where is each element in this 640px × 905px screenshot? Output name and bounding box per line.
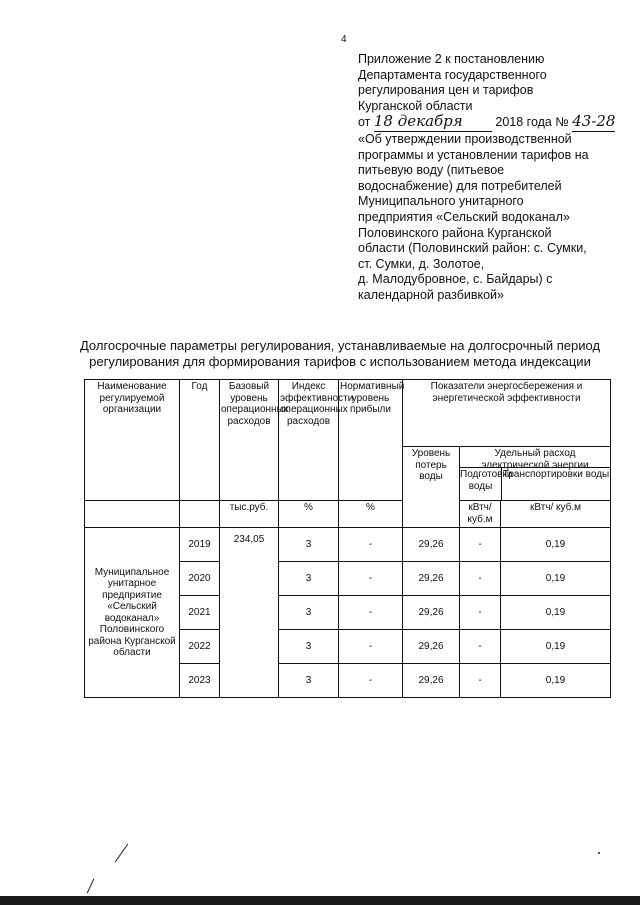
table-row (85, 528, 611, 562)
appendix-subject-line: ст. Сумки, д. Золотое, (358, 256, 485, 271)
appendix-subject-line: Половинского района Курганской (358, 225, 552, 240)
title-line-1: Долгосрочные параметры регулирования, устанавливаемые на долгосрочный период (79, 338, 601, 353)
transport-cell: 0,19 (501, 562, 611, 596)
date-field (374, 114, 492, 132)
unit-transport: кВтч/ куб.м (501, 501, 611, 528)
loss-cell: 29,26 (403, 630, 460, 664)
header-energy-indicators: Показатели энергосбережения и энергетической эффективности (403, 380, 611, 447)
header-efficiency-index: Индекс эффективности операционных расходов (279, 380, 339, 501)
loss-cell: 29,26 (403, 596, 460, 630)
unit-profit-level: % (339, 501, 403, 528)
header-water-transport: Транспортировки воды (502, 469, 610, 480)
prep-cell: - (460, 562, 501, 596)
document-title (70, 338, 610, 370)
header-specific-energy-subcols (460, 468, 610, 500)
prep-cell: - (460, 528, 501, 562)
appendix-date-line (358, 114, 633, 132)
appendix-subject-line: предприятия «Сельский водоканал» (358, 209, 570, 224)
appendix-line: Приложение 2 к постановлению (358, 52, 545, 66)
profit-cell: - (339, 528, 403, 562)
organization-cell: Муниципальное унитарное предприятие «Сельский водоканал» Половинского района Курганской области (85, 528, 180, 698)
unit-preparation: кВтч/ куб.м (460, 501, 501, 528)
header-org: Наименование регулируемой организации (85, 380, 180, 501)
appendix-subject-line: питьевую воду (питьевое (358, 163, 505, 178)
appendix-subject-line: «Об утверждении производственной (358, 131, 572, 146)
profit-cell: - (339, 664, 403, 698)
year-cell: 2023 (180, 664, 220, 698)
transport-cell: 0,19 (501, 664, 611, 698)
appendix-subject-line: Муниципального унитарного (358, 194, 524, 209)
number-field (572, 114, 615, 132)
unit-base-costs: тыс.руб. (220, 501, 279, 528)
pen-mark (87, 879, 95, 894)
appendix-subject-line: водоснабжение) для потребителей (358, 178, 562, 193)
profit-cell: - (339, 630, 403, 664)
header-base-costs: Базовый уровень операционных расходов (220, 380, 279, 501)
transport-cell: 0,19 (501, 630, 611, 664)
appendix-subject-line: области (Половинский район: с. Сумки, (358, 241, 587, 256)
header-profit-level: Нормативный уровень прибыли (339, 380, 403, 501)
header-specific-energy: Удельный расход электрической энергии (460, 447, 610, 468)
handwritten-number: 43-28 (572, 112, 616, 131)
index-cell: 3 (279, 596, 339, 630)
date-prefix: от (358, 115, 371, 130)
appendix-line: Курганской области (358, 98, 473, 113)
year-cell: 2022 (180, 630, 220, 664)
appendix-block (358, 52, 633, 304)
loss-cell: 29,26 (403, 664, 460, 698)
year-cell: 2020 (180, 562, 220, 596)
index-cell: 3 (279, 664, 339, 698)
scan-border (0, 896, 640, 905)
header-org-unit (85, 501, 180, 528)
header-year: Год (180, 380, 220, 501)
profit-cell: - (339, 562, 403, 596)
index-cell: 3 (279, 528, 339, 562)
transport-cell: 0,19 (501, 528, 611, 562)
header-specific-energy-cell (460, 447, 611, 501)
parameters-table (84, 379, 611, 698)
title-line-2: регулирования для формирования тарифов с использованием метода индексации (89, 354, 591, 369)
transport-cell: 0,19 (501, 596, 611, 630)
prep-cell: - (460, 664, 501, 698)
handwritten-date: 18 декабря (373, 112, 463, 131)
appendix-line: регулирования цен и тарифов (358, 83, 534, 98)
loss-cell: 29,26 (403, 528, 460, 562)
unit-efficiency-index: % (279, 501, 339, 528)
header-water-preparation: Подготовки воды (460, 468, 502, 500)
year-cell: 2019 (180, 528, 220, 562)
header-water-loss: Уровень потерь воды (403, 447, 460, 528)
prep-cell: - (460, 596, 501, 630)
pen-mark (115, 844, 128, 863)
header-year-unit (180, 501, 220, 528)
profit-cell: - (339, 596, 403, 630)
appendix-subject-line: д. Малодубровное, с. Байдары) с (358, 272, 553, 287)
year-text: 2018 года № (495, 115, 569, 130)
base-costs-cell: 234,05 (220, 528, 279, 698)
index-cell: 3 (279, 630, 339, 664)
page-number: 4 (341, 34, 347, 45)
prep-cell: - (460, 630, 501, 664)
loss-cell: 29,26 (403, 562, 460, 596)
appendix-subject-line: календарной разбивкой» (358, 287, 504, 302)
year-cell: 2021 (180, 596, 220, 630)
appendix-line: Департамента государственного (358, 67, 547, 82)
scan-speck (598, 852, 600, 854)
index-cell: 3 (279, 562, 339, 596)
appendix-subject-line: программы и установлении тарифов на (358, 147, 589, 162)
